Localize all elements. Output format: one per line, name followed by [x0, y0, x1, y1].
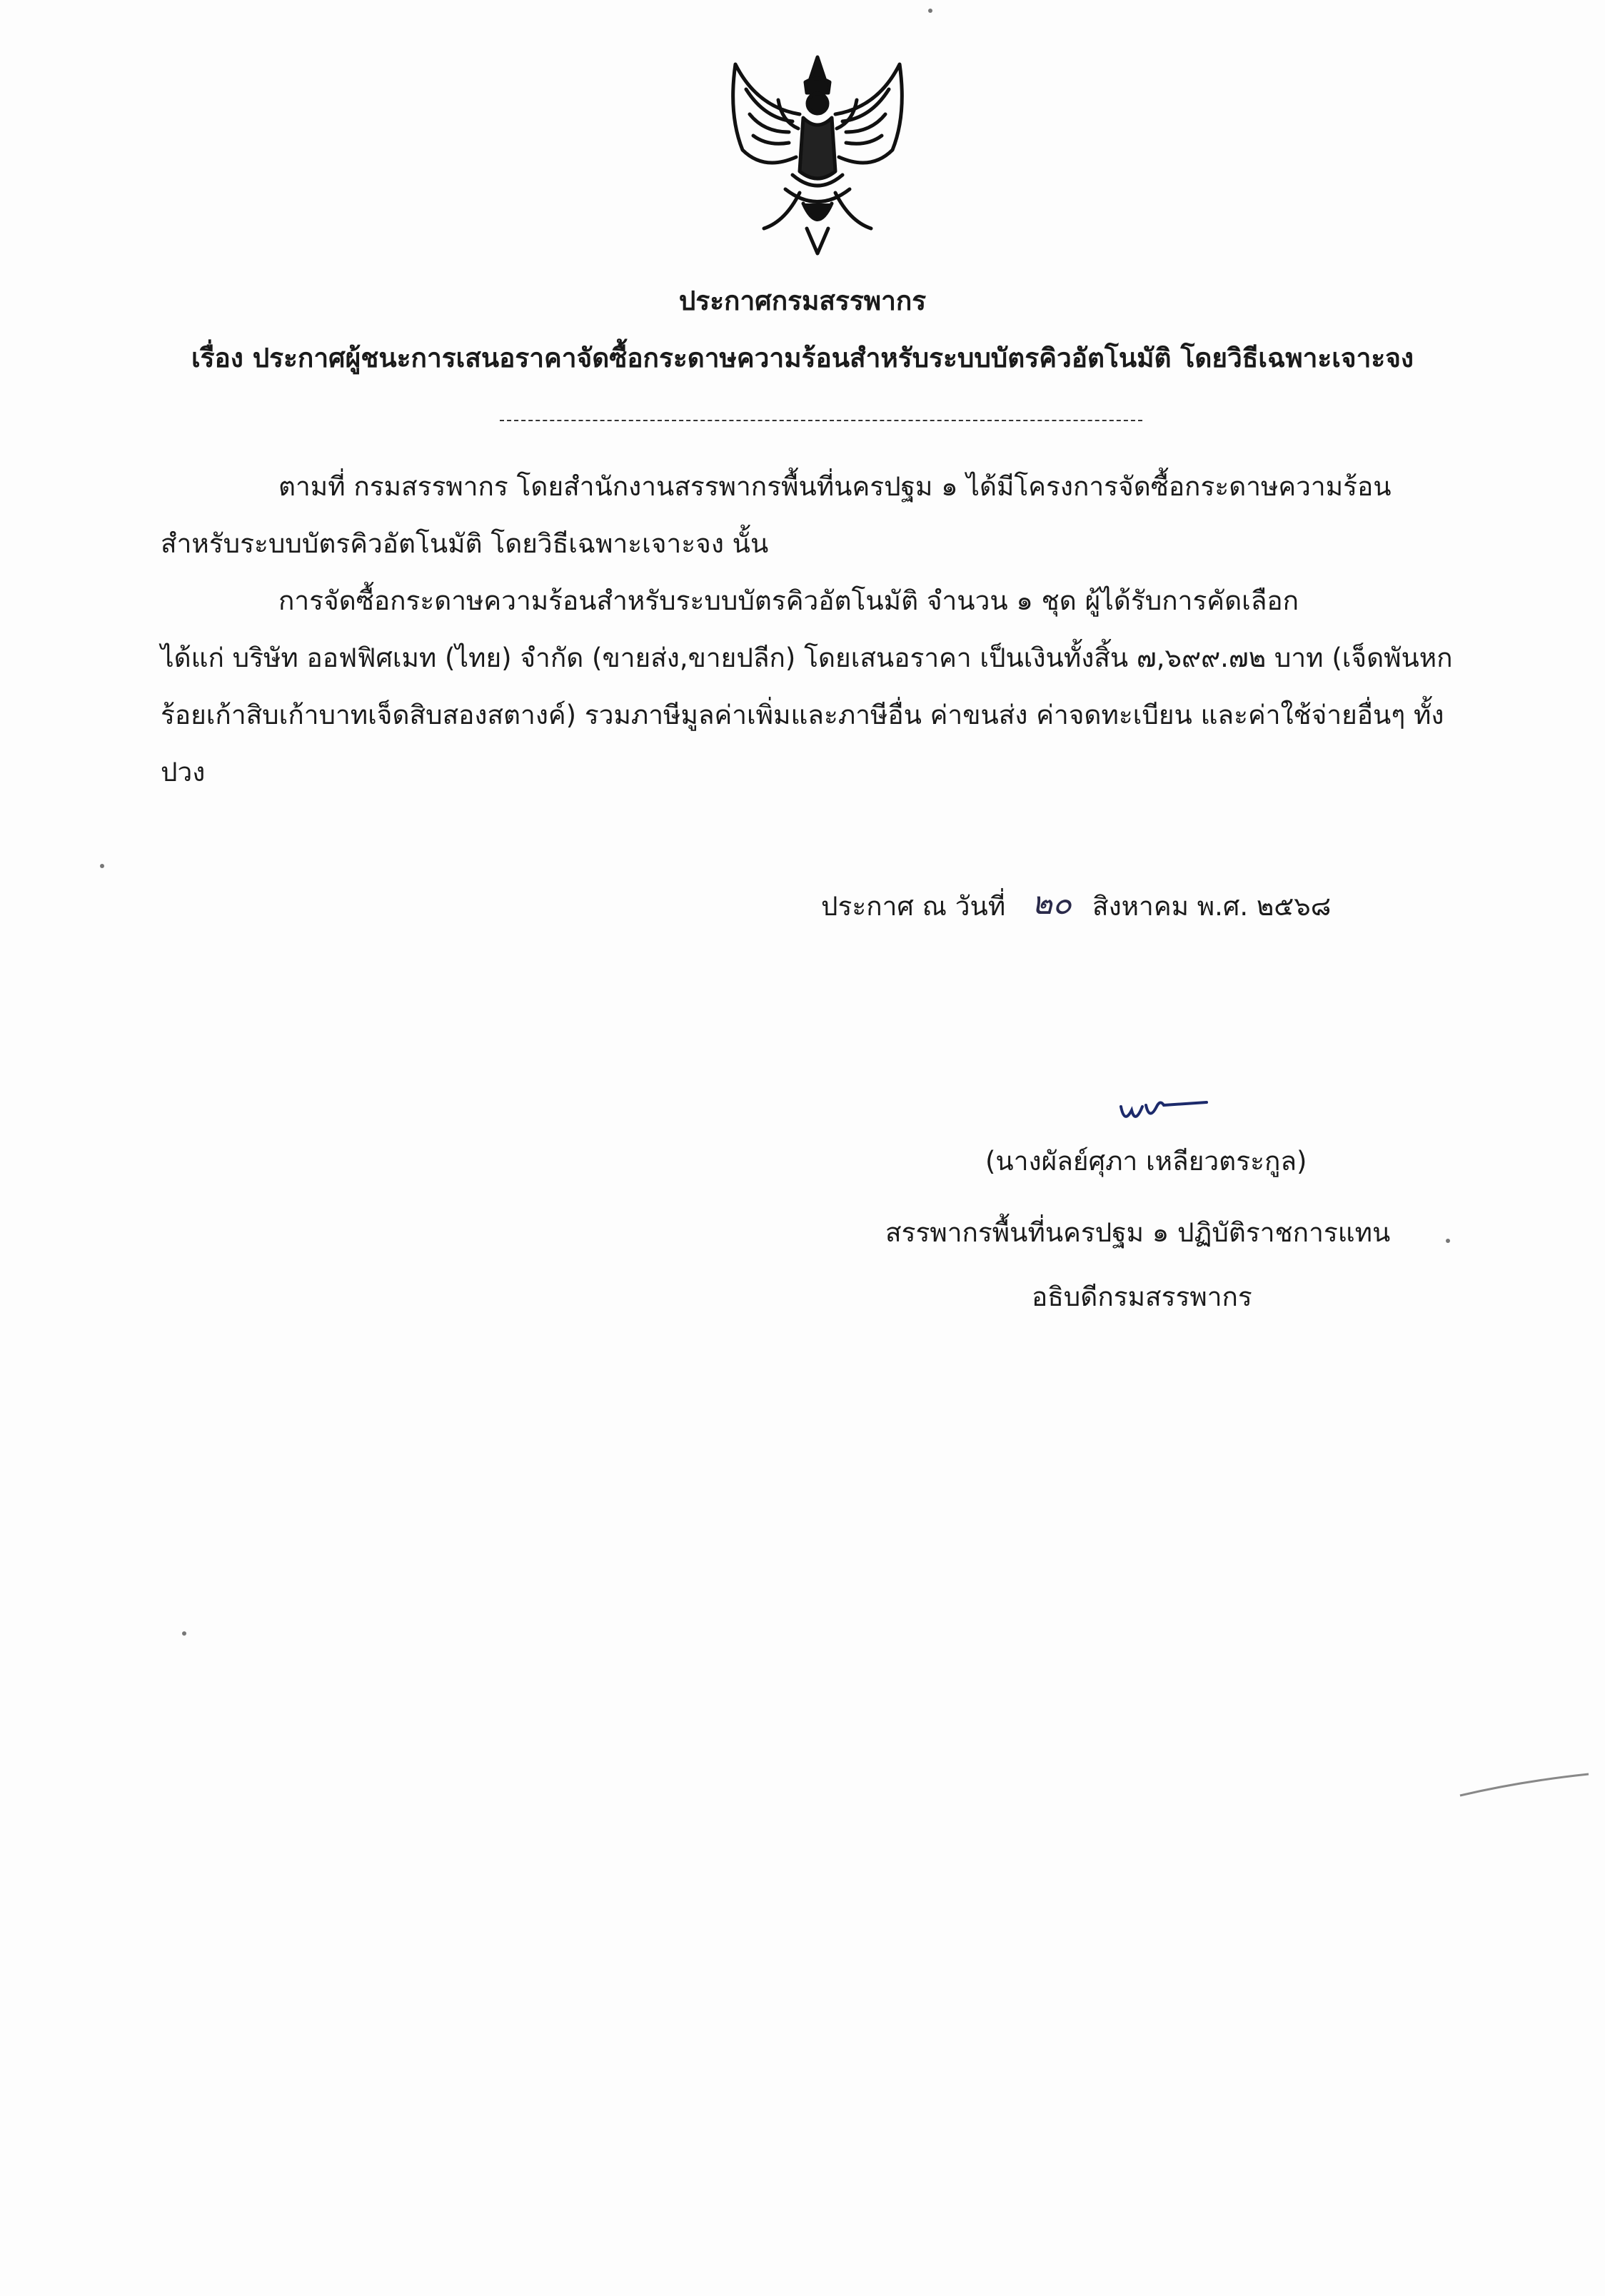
paragraph-2-line-1: การจัดซื้อกระดาษความร้อนสำหรับระบบบัตรคิวอัตโนมัติ จำนวน ๑ ชุด ผู้ได้รับการคัดเลือก [278, 585, 1299, 616]
date-day-handwritten: ๒๐ [1032, 885, 1072, 922]
scan-speck [182, 1631, 186, 1636]
divider [500, 420, 1142, 421]
signatory-position-line-1: สรรพากรพื้นที่นครปฐม ๑ ปฏิบัติราชการแทน [885, 1217, 1391, 1248]
scan-speck [100, 864, 104, 868]
paragraph-1-line-1: ตามที่ กรมสรรพากร โดยสำนักงานสรรพากรพื้นที่นครปฐม ๑ ได้มีโครงการจัดซื้อกระดาษความร้อน [278, 471, 1392, 502]
garuda-emblem-icon [714, 50, 921, 264]
subject-heading: เรื่อง ประกาศผู้ชนะการเสนอราคาจัดซื้อกระดาษความร้อนสำหรับระบบบัตรคิวอัตโนมัติ โดยวิธีเฉพาะเจาะจง [191, 343, 1414, 373]
signatory-name: (นางผัลย์ศุภา เหลียวตระกูล) [985, 1146, 1307, 1177]
signature-mark [1114, 1085, 1228, 1135]
date-suffix: สิงหาคม พ.ศ. ๒๕๖๘ [1092, 891, 1332, 922]
paragraph-2-line-2: ได้แก่ บริษัท ออฟฟิศเมท (ไทย) จำกัด (ขายส่ง,ขายปลีก) โดยเสนอราคา เป็นเงินทั้งสิ้น ๗,๖๙๙.๗๒ บาท (เจ็ดพันหก [161, 643, 1453, 673]
paragraph-2-line-4: ปวง [161, 757, 206, 787]
paragraph-2-line-3: ร้อยเก้าสิบเก้าบาทเจ็ดสิบสองสตางค์) รวมภาษีมูลค่าเพิ่มและภาษีอื่น ค่าขนส่ง ค่าจดทะเบียน และค่าใช้จ่ายอื่นๆ ทั้ง [161, 700, 1444, 730]
date-prefix: ประกาศ ณ วันที่ [821, 891, 1006, 922]
signatory-position-line-2: อธิบดีกรมสรรพากร [1032, 1282, 1252, 1312]
office-title: ประกาศกรมสรรพากร [678, 286, 927, 316]
scan-mark [1456, 1771, 1592, 1799]
paragraph-1-line-2: สำหรับระบบบัตรคิวอัตโนมัติ โดยวิธีเฉพาะเจาะจง นั้น [161, 528, 769, 559]
scan-speck [928, 9, 932, 13]
scan-speck [1446, 1239, 1450, 1243]
